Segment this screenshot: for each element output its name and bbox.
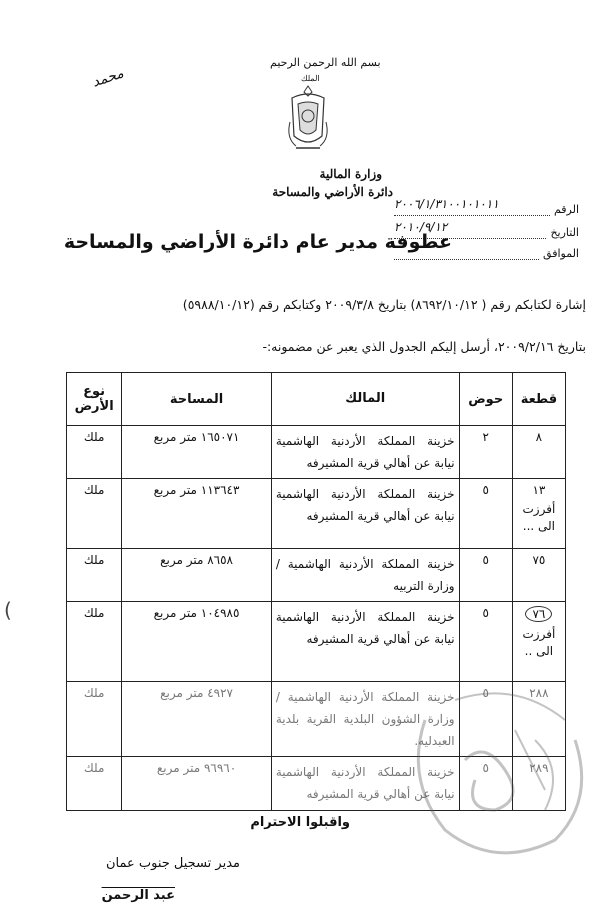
cell-plot <box>512 479 565 549</box>
reference-label: الرقم <box>553 203 579 216</box>
bismillah: بسم الله الرحمن الرحيم <box>270 56 381 69</box>
corresponding-label: الموافق <box>543 247 579 260</box>
cell-owner: خزينة المملكة الأردنية الهاشمية نيابة عن أهالي قرية المشيرفه <box>271 757 459 811</box>
plot-note: أفرزت الى ... <box>522 502 556 533</box>
cell-owner: خزينة المملكة الأردنية الهاشمية /وزارة التربيه <box>271 549 459 602</box>
cell-land-type: ملك <box>67 602 122 682</box>
plot-note: أفرزت الى .. <box>522 627 556 658</box>
table-row <box>67 549 566 602</box>
cell-land-type: ملك <box>67 682 122 757</box>
cell-area: ٩٦٩٦٠ متر مربع <box>122 757 272 811</box>
table-header-row <box>67 373 566 426</box>
cell-plot: ٢٨٩ <box>512 757 565 811</box>
margin-bracket-mark: ( <box>4 598 12 622</box>
header-basin: حوض <box>459 373 512 426</box>
header-owner: المالك <box>271 373 459 426</box>
cell-land-type: ملك <box>67 479 122 549</box>
cell-land-type: ملك <box>67 549 122 602</box>
header-plot: قطعة <box>512 373 565 426</box>
cell-owner: خزينة المملكة الأردنية الهاشمية نيابة عن أهالي قرية المشيرفه <box>271 602 459 682</box>
reference-number-row <box>394 197 579 216</box>
closing-salutation: واقبلوا الاحترام <box>250 815 350 830</box>
cell-owner: خزينة المملكة الأردنية الهاشمية /وزارة الشؤون البلدية القرية بلدية العبدليه. <box>271 682 459 757</box>
cell-area: ١٦٥٠٧١ متر مربع <box>122 426 272 479</box>
cell-owner: خزينة المملكة الأردنية الهاشمية نيابة عن أهالي قرية المشيرفه <box>271 426 459 479</box>
signer-name-text: عبد الرحمن <box>101 888 175 903</box>
cell-area: ٨٦٥٨ متر مربع <box>122 549 272 602</box>
cell-basin: ٢ <box>459 426 512 479</box>
cell-area: ١١٣٦٤٣ متر مربع <box>122 479 272 549</box>
crest-caption: الملك <box>301 74 320 83</box>
header-land-type: نوع الأرض <box>67 373 122 426</box>
signer-name <box>102 888 175 903</box>
header-area: المساحة <box>122 373 272 426</box>
body-line-1: إشارة لكتابكم رقم ( ٨٦٩٢/١٠/١٢) بتاريخ ٢٠٠٩/٣/٨ وكتابكم رقم (٥٩٨٨/١٠/١٢) <box>182 297 586 312</box>
cell-basin: ٥ <box>459 757 512 811</box>
table-row <box>67 479 566 549</box>
date-value: ٢٠١٠/٩/١٢ <box>394 220 448 234</box>
table-row <box>67 426 566 479</box>
coat-of-arms-icon <box>286 82 330 154</box>
cell-basin: ٥ <box>459 549 512 602</box>
body-line-2: بتاريخ ٢٠٠٩/٢/١٦، أرسل إليكم الجدول الذي يعبر عن مضمونه:- <box>262 339 586 354</box>
letter-title: عطوفة مدير عام دائرة الأراضي والمساحة <box>63 231 452 253</box>
cell-area: ٤٩٢٧ متر مربع <box>122 682 272 757</box>
department-name: دائرة الأراضي والمساحة <box>272 185 393 199</box>
cell-basin: ٥ <box>459 602 512 682</box>
signer-title: مدير تسجيل جنوب عمان <box>105 856 240 871</box>
official-stamp-icon <box>395 640 600 880</box>
cell-owner: خزينة المملكة الأردنية الهاشمية نيابة عن أهالي قرية المشيرفه <box>271 479 459 549</box>
cell-land-type: ملك <box>67 757 122 811</box>
ministry-name: وزارة المالية <box>319 167 382 181</box>
cell-plot: ٨ <box>512 426 565 479</box>
date-label: التاريخ <box>550 226 579 239</box>
cell-plot: ٢٨٨ <box>512 682 565 757</box>
cell-basin: ٥ <box>459 682 512 757</box>
cell-area: ١٠٤٩٨٥ متر مربع <box>122 602 272 682</box>
reference-value: ٢٠٠٦/١/٣١٠٠١٠١٠١١ <box>394 197 499 211</box>
cell-land-type: ملك <box>67 426 122 479</box>
plot-number: ١٣ <box>532 483 546 497</box>
handwritten-initials: محمد <box>90 65 126 91</box>
cell-basin: ٥ <box>459 479 512 549</box>
cell-plot: ٧٥ <box>512 549 565 602</box>
plot-number-circled: ٧٦ <box>525 606 552 622</box>
